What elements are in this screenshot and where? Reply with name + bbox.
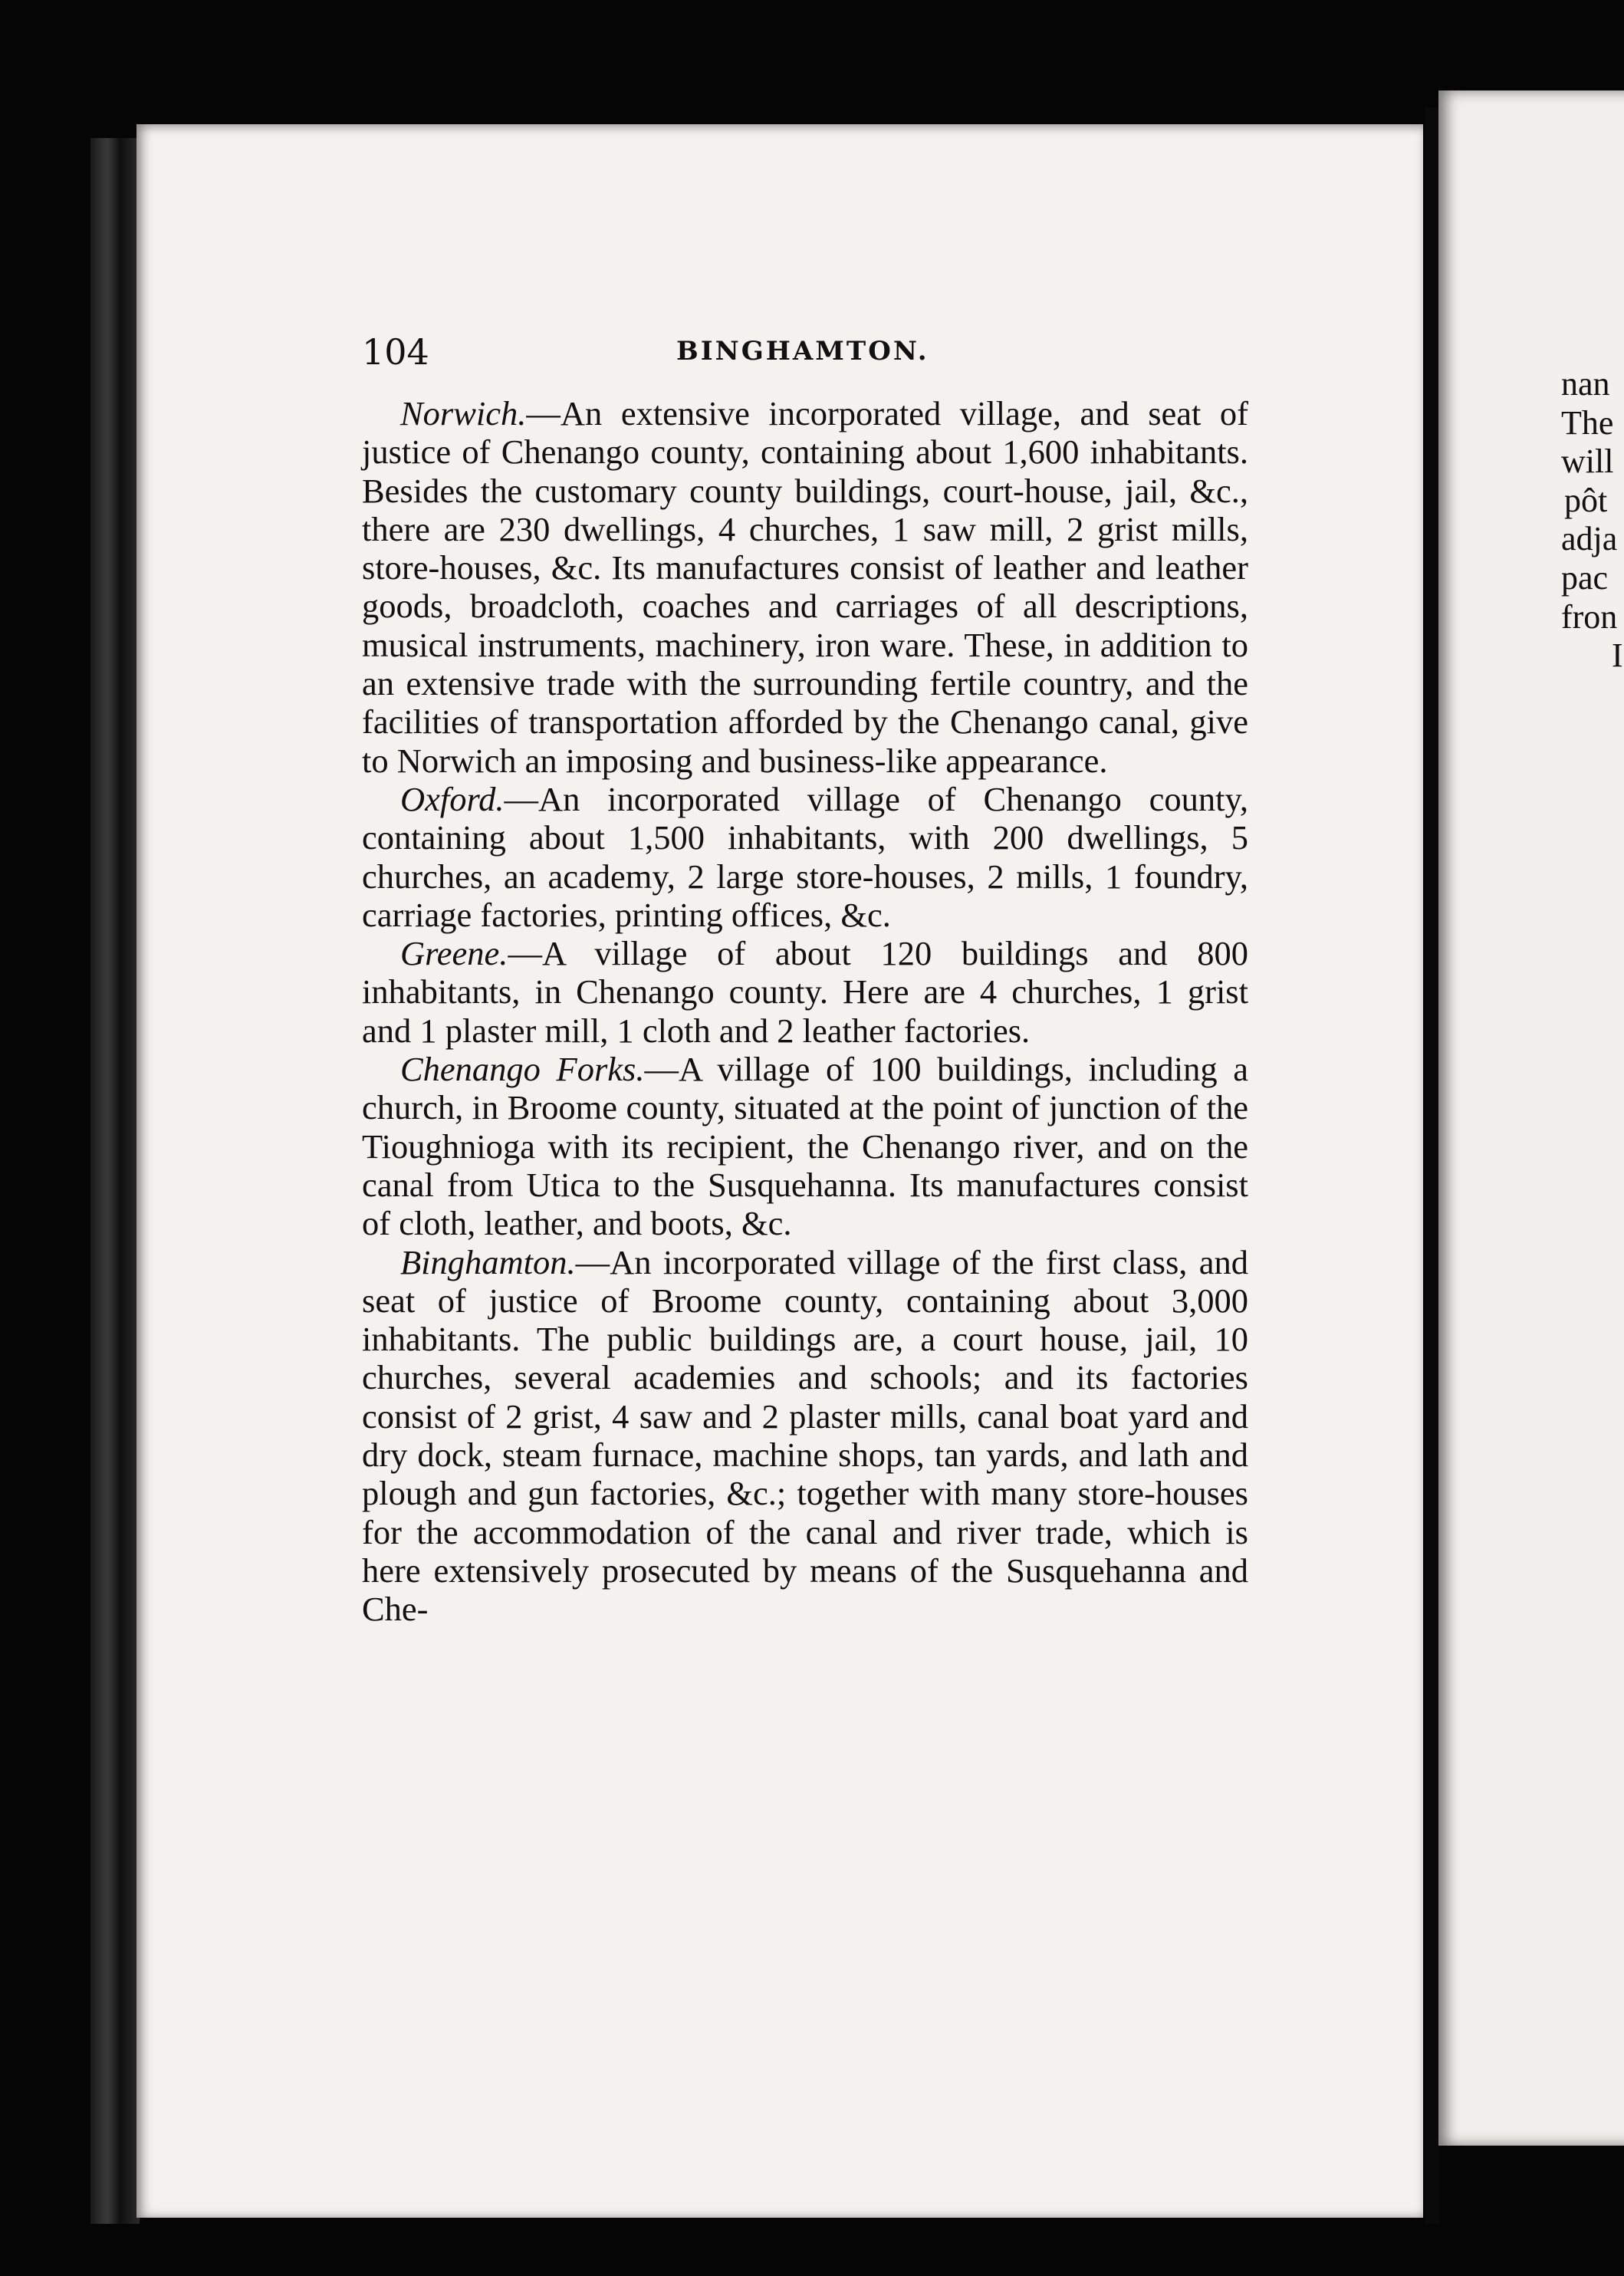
facing-line: fron (1561, 597, 1618, 636)
facing-line: nan (1561, 365, 1610, 403)
facing-line: The (1561, 403, 1614, 442)
facing-line: adja (1561, 520, 1618, 558)
page-gutter (1425, 107, 1440, 2224)
entry-text: —A village of 100 buildings, including a church, in Broome county, situated at the point of junction of the Tioughnioga with its recipient, the Chenango river, and on the canal from Utica to the Susquehanna. Its manufactures consist of cloth, leather, and boots, &c. (362, 1050, 1248, 1243)
entry-text: —An incorporated village of the first class, and seat of justice of Broome county, containing about 3,000 inhabitants. The public buildings are, a court house, jail, 10 churches, several academies and schools; and its factories consist of 2 grist, 4 saw and 2 plaster mills, canal boat yard and dry dock, steam furnace, machine shops, tan yards, and lath and plough and gun factories, &c.; together with many store-houses for the accommodation of the canal and river trade, which is here extensively prosecuted by means of the Susquehanna and Che- (362, 1242, 1248, 1629)
facing-line: pac (1561, 558, 1609, 597)
entry-name: Oxford. (400, 779, 505, 818)
entry-text: —A village of about 120 buildings and 800 inhabitants, in Chenango county. Here are 4 churches, 1 grist and 1 plaster mill, 1 cloth and 2 leather factories. (362, 934, 1248, 1050)
facing-line: pôt (1564, 481, 1608, 519)
entry-name: Greene. (400, 934, 508, 973)
facing-line: I (1612, 636, 1623, 675)
entry-text: —An incorporated village of Chenango county, containing about 1,500 inhabitants, with 200 dwellings, 5 churches, an academy, 2 large store-houses, 2 mills, 1 foundry, carriage factories, printing offices, &c. (362, 779, 1248, 934)
page-number: 104 (362, 331, 429, 373)
entry-name: Norwich. (400, 394, 527, 433)
running-title: BINGHAMTON. (676, 336, 929, 367)
entry-text: —An extensive incorporated village, and seat of justice of Chenango county, containing about 1,600 inhabitants. Besides the customary county buildings, court-house, jail, &c., there are 230 dwellings, 4 churches, 1 saw mill, 2 grist mills, store-houses, &c. Its manufactures consist of leather and leather goods, broadcloth, coaches and carriages of all descriptions, musical instruments, machinery, iron ware. These, in addition to an extensive trade with the surrounding fertile country, and the facilities of transportation afforded by the Chenango canal, give to Norwich an imposing and business-like appearance. (362, 394, 1248, 780)
facing-line: will (1561, 442, 1614, 481)
entry-name: Chenango Forks. (400, 1050, 645, 1089)
entry-norwich (362, 394, 1248, 780)
body-text (362, 394, 1248, 1629)
entry-name: Binghamton. (400, 1242, 576, 1281)
facing-page-text (1561, 365, 1623, 676)
entry-oxford (362, 780, 1248, 934)
entry-chenango-forks (362, 1050, 1248, 1242)
book-binding (90, 138, 140, 2224)
entry-binghamton (362, 1243, 1248, 1629)
entry-greene (362, 934, 1248, 1050)
